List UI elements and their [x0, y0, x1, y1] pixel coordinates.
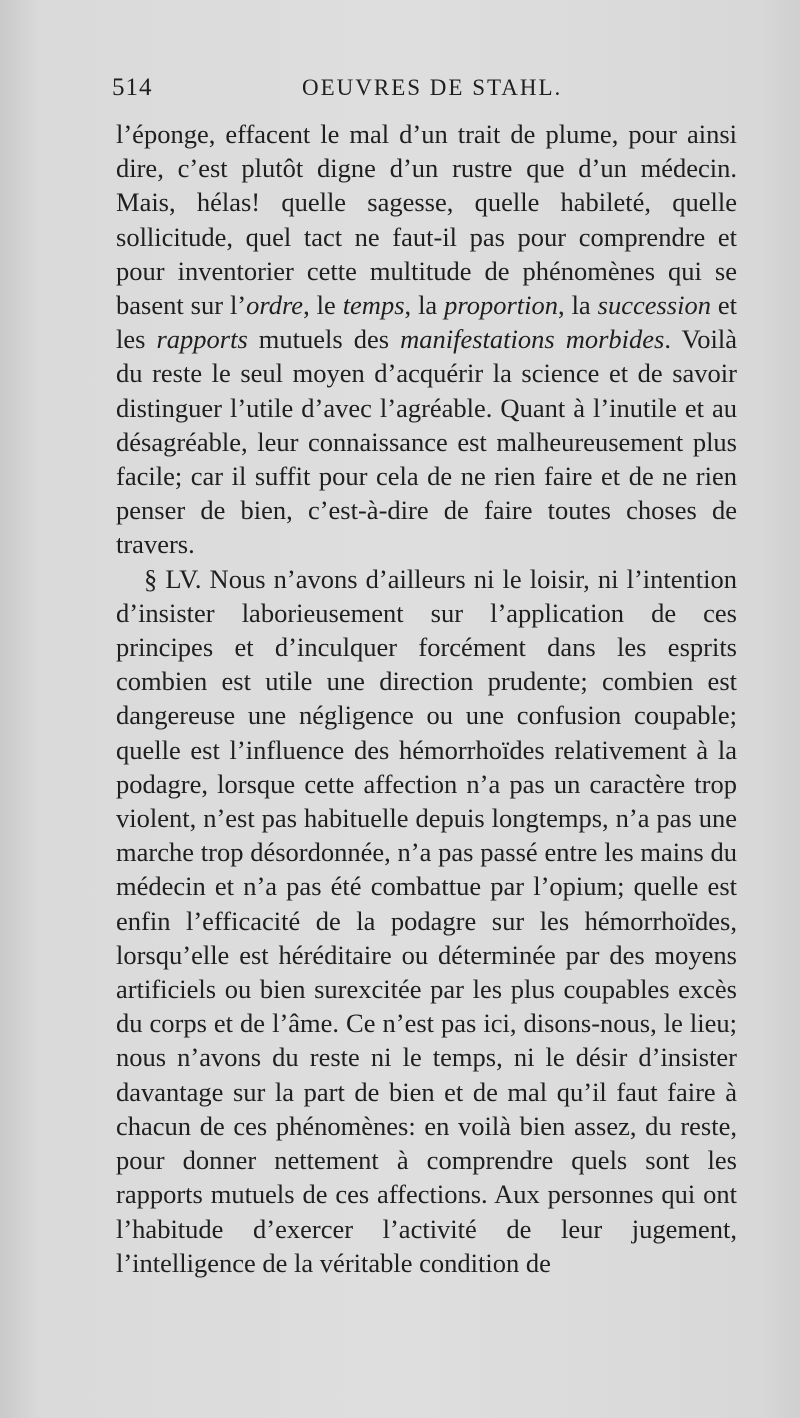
page-number: 514 — [112, 74, 153, 101]
text-run: , la — [404, 290, 445, 321]
text-run: mutuels des — [247, 324, 401, 355]
paragraph-section-lv: § LV. Nous n’avons d’ailleurs ni le loisir, ni l’intention d’insister laborieusement sur l’application de ces principes et d’inculquer forcément dans les esprits combien est utile une direction prudente; combien est dangereuse une négligence ou une confusion coupable; quelle est l’influence des hémorrhoïdes relativement à la podagre, lorsque cette affection n’a pas un caractère trop violent, n’est pas habituelle depuis longtemps, n’a pas une marche trop désordonnée, n’a pas passé entre les mains du médecin et n’a pas été combattue par l’opium; quelle est enfin l’efficacité de la podagre sur les hémorrhoïdes, lorsqu’elle est héréditaire ou déterminée par des moyens artificiels ou bien surexcitée par les plus coupables excès du corps et de l’âme. Ce n’est pas ici, disons-nous, le lieu; nous n’avons du reste ni le temps, ni le désir d’insister davantage sur la part de bien et de mal qu’il faut faire à chacun de ces phénomènes: en voilà bien assez, du reste, pour donner nettement à comprendre quels sont les rapports mutuels de ces affections. Aux personnes qui ont l’habitude d’exercer l’activité de leur jugement, l’intelligence de la véritable condition de — [116, 563, 737, 1278]
text-run: , la — [558, 290, 598, 321]
italic-term-ordre: ordre — [246, 290, 304, 321]
italic-term-manifestations: manifestations morbides — [400, 324, 665, 355]
body-text — [116, 117, 737, 1280]
text-run: , le — [303, 290, 343, 321]
italic-term-proportion: proportion — [444, 290, 559, 321]
text-run: l’éponge, effacent le mal d’un trait de plume, pour ainsi dire, c’est plutôt digne d’un rustre que d’un médecin. Mais, hélas! quelle sagesse, quelle habileté, quelle sollicitude, quel tact ne faut-il pas pour comprendre et pour inventorier cette multitude de phénomènes qui se basent sur l’ — [116, 119, 737, 321]
running-title: OEUVRES DE STAHL. — [302, 75, 563, 100]
italic-term-rapports: rapports — [156, 324, 248, 355]
text-run: et les — [116, 290, 738, 355]
italic-term-succession: succession — [597, 290, 711, 321]
italic-term-temps: temps — [342, 290, 405, 321]
text-run: . Voilà du reste le seul moyen d’acquérir la science et de savoir distinguer l’utile d’avec l’agréable. Quant à l’inutile et au désagréable, leur connaissance est malheureusement plus facile; car il suffit pour cela de ne rien faire et de ne rien penser de bien, c’est-à-dire de faire toutes choses de travers. — [116, 324, 738, 560]
running-head — [112, 74, 752, 110]
paragraph-continued — [116, 117, 737, 562]
